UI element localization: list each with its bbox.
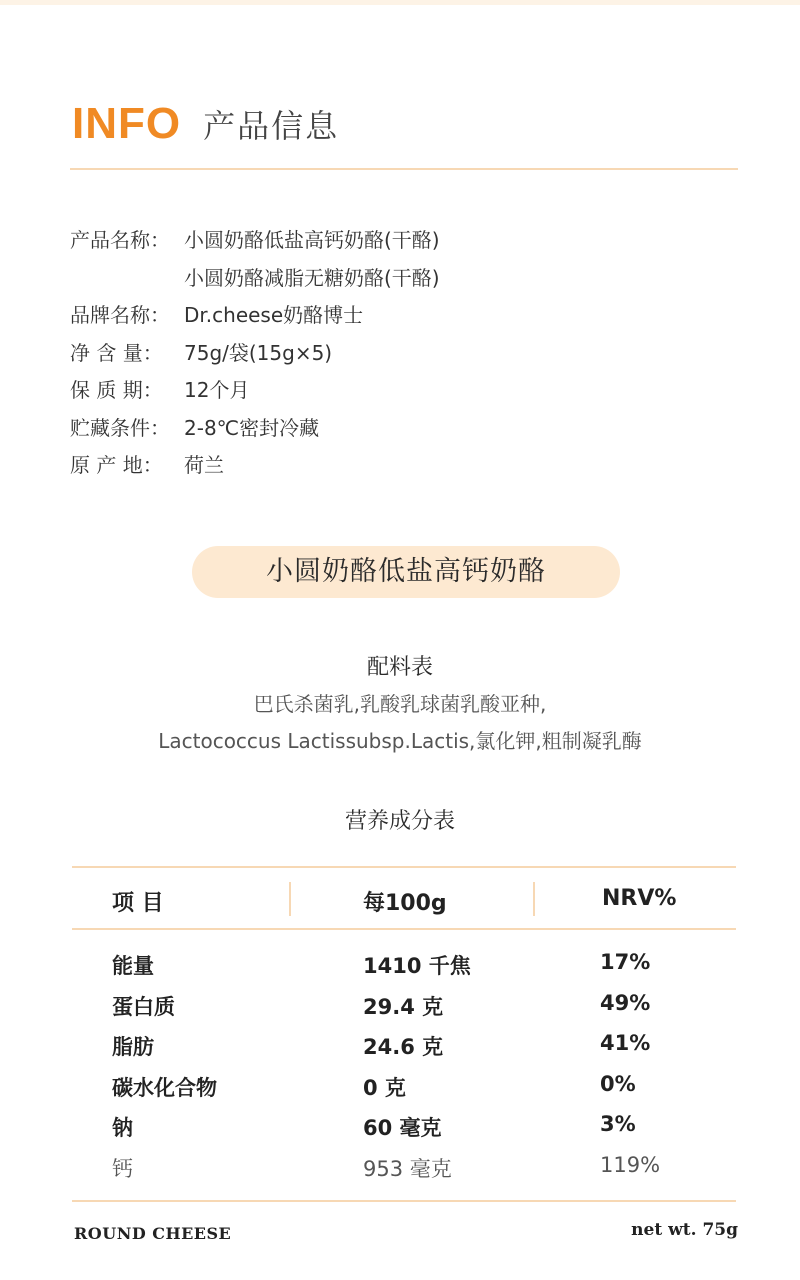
table-row: [112, 1106, 712, 1147]
row-nrv: 41%: [600, 1031, 651, 1055]
table-row: [112, 1066, 712, 1107]
nutrition-rows: [112, 944, 712, 1187]
info-label: 贮藏条件：: [70, 415, 170, 440]
ingredients-line: 巴氏杀菌乳,乳酸乳球菌乳酸亚种,: [253, 692, 547, 716]
info-row-origin: [70, 447, 750, 485]
info-label: 原 产 地：: [70, 453, 163, 477]
row-per-100g: 1410 千焦: [363, 954, 471, 978]
info-title: INFO: [72, 99, 182, 148]
info-value: 12个月: [184, 378, 250, 402]
row-item: 蛋白质: [112, 994, 175, 1019]
table-header-rule: [72, 928, 736, 930]
header-nrv: NRV%: [602, 886, 677, 911]
table-row: [112, 985, 712, 1026]
row-item: 钙: [112, 1156, 133, 1181]
row-per-100g: 24.6 克: [363, 1035, 444, 1059]
info-subtitle: 产品信息: [203, 107, 340, 145]
row-item: 钠: [112, 1116, 133, 1140]
row-nrv: 119%: [600, 1152, 661, 1177]
info-label: 产品名称：: [70, 228, 170, 252]
header-divider: [70, 168, 738, 170]
row-nrv: 49%: [600, 990, 651, 1015]
table-bottom-rule: [72, 1200, 736, 1202]
row-per-100g: 29.4 克: [363, 994, 444, 1019]
table-row: [112, 1147, 712, 1188]
row-item: 能量: [112, 954, 154, 978]
footer-net-weight: net wt. 75g: [631, 1220, 738, 1240]
header-per-100g: 每100g: [363, 891, 447, 916]
row-item: 碳水化合物: [112, 1075, 217, 1100]
header-separator: [533, 882, 535, 916]
info-value: 2-8℃密封冷藏: [184, 415, 320, 440]
info-row-storage: [70, 410, 750, 448]
variant-title-pill: 小圆奶酪低盐高钙奶酪: [192, 546, 620, 598]
row-nrv: 3%: [600, 1112, 636, 1136]
section-header: [72, 96, 339, 152]
product-info-list: [70, 222, 750, 485]
table-row: [112, 944, 712, 985]
info-value: 75g/袋(15g×5): [184, 340, 333, 365]
row-per-100g: 0 克: [363, 1075, 406, 1100]
header-item: 项 目: [112, 891, 164, 916]
info-row-name: [70, 222, 750, 297]
row-item: 脂肪: [112, 1035, 154, 1059]
ingredients-title: 配料表: [366, 655, 433, 680]
nutrition-title: 营养成分表: [344, 809, 455, 834]
footer-product-label: ROUND CHEESE: [74, 1224, 232, 1243]
info-value: 小圆奶酪低盐高钙奶酪(干酪): [184, 228, 440, 252]
info-value: Dr.cheese奶酪博士: [184, 303, 364, 327]
table-top-rule: [72, 866, 736, 868]
info-value: 小圆奶酪减脂无糖奶酪(干酪): [184, 265, 440, 290]
info-row-net: [70, 335, 750, 373]
info-label: 品牌名称：: [70, 303, 170, 327]
info-label: 保 质 期：: [70, 378, 163, 402]
table-row: [112, 1025, 712, 1066]
row-nrv: 17%: [600, 950, 651, 974]
top-strip: [0, 0, 800, 5]
ingredients-line: Lactococcus Lactissubsp.Lactis,氯化钾,粗制凝乳酶: [158, 729, 642, 753]
info-row-shelf: [70, 372, 750, 410]
nutrition-table-header: [72, 870, 736, 930]
row-per-100g: 60 毫克: [363, 1116, 442, 1140]
header-separator: [289, 882, 291, 916]
info-row-brand: [70, 297, 750, 335]
info-value: 荷兰: [184, 453, 224, 477]
info-label: 净 含 量：: [70, 340, 163, 365]
row-nrv: 0%: [600, 1071, 636, 1096]
row-per-100g: 953 毫克: [363, 1156, 452, 1181]
